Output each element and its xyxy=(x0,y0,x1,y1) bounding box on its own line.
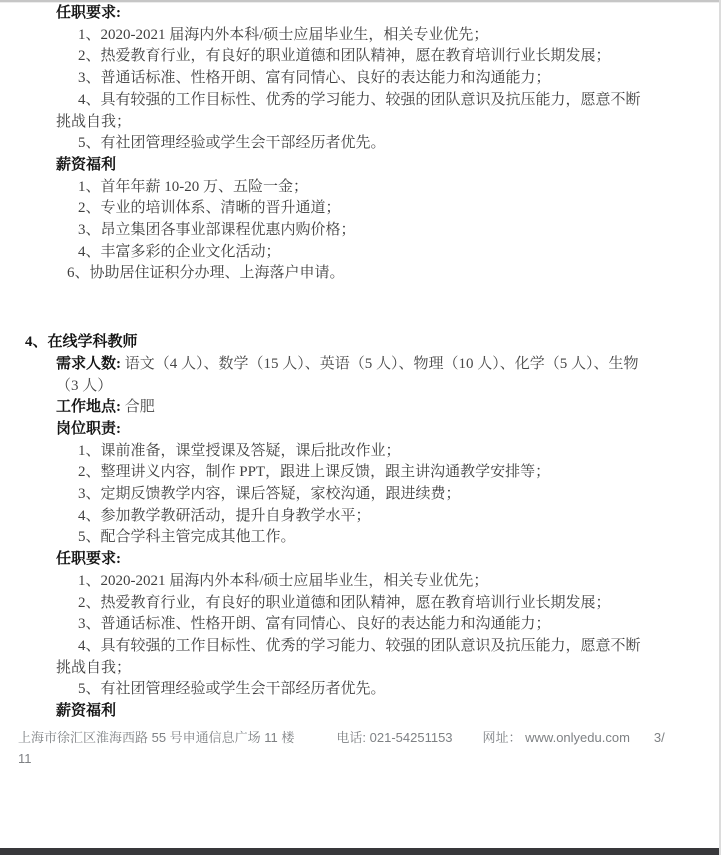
salary-item: 3、昂立集团各事业部课程优惠内购价格； xyxy=(78,222,356,239)
requirement-item: 5、有社团管理经验或学生会干部经历者优先。 xyxy=(78,681,386,698)
headcount-value: 语文（4 人）、数学（15 人）、英语（5 人）、物理（10 人）、化学（5 人）、生物（3 人） xyxy=(56,355,639,394)
footer-line-2 xyxy=(18,748,693,769)
headcount-label: 需求人数: xyxy=(56,355,121,372)
footer-page-number-wrap: 11 xyxy=(18,751,32,766)
footer-address: 上海市徐汇区淮海西路 55 号申通信息广场 11 楼 xyxy=(18,730,295,745)
salary-item: 1、首年年薪 10-20 万、五险一金； xyxy=(78,178,308,195)
footer-website: 网址： www.onlyedu.com xyxy=(482,730,630,745)
duty-item: 4、参加教学教研活动，提升自身教学水平； xyxy=(78,507,371,524)
footer-phone: 电话: 021-54251153 xyxy=(336,730,453,745)
duty-item: 5、配合学科主管完成其他工作。 xyxy=(78,529,296,546)
salary-item-6: 6、协助居住证积分办理、上海落户申请。 xyxy=(67,265,345,282)
salary-item: 2、专业的培训体系、清晰的晋升通道； xyxy=(78,200,341,217)
requirement-item: 2、热爱教育行业，有良好的职业道德和团队精神，愿在教育培训行业长期发展； xyxy=(78,48,611,65)
page-footer xyxy=(18,727,693,769)
duty-item: 3、定期反馈教学内容，课后答疑，家校沟通，跟进续费； xyxy=(78,486,461,503)
headcount-field xyxy=(56,354,649,397)
footer-page-number: 3/ xyxy=(653,730,665,745)
section-previous-job xyxy=(0,3,719,285)
salary-heading: 薪资福利 xyxy=(56,703,117,720)
location-value: 合肥 xyxy=(124,399,155,416)
duties-heading: 岗位职责: xyxy=(56,420,121,437)
duty-item: 2、整理讲义内容，制作 PPT，跟进上课反馈，跟主讲沟通教学安排等； xyxy=(78,464,551,481)
requirement-item: 3、普通话标准、性格开朗、富有同情心、良好的表达能力和沟通能力； xyxy=(78,70,551,87)
job-title: 4、在线学科教师 xyxy=(25,334,138,351)
requirement-item: 1、2020-2021 届海内外本科/硕士应届毕业生，相关专业优先； xyxy=(78,572,489,589)
salary-heading: 薪资福利 xyxy=(56,156,117,173)
location-label: 工作地点: xyxy=(56,399,121,416)
requirement-item: 1、2020-2021 届海内外本科/硕士应届毕业生，相关专业优先； xyxy=(78,26,489,43)
section-job-online-teacher xyxy=(0,332,719,723)
requirements-heading: 任职要求: xyxy=(56,551,121,568)
bottom-edge-bar xyxy=(0,848,719,855)
requirement-item: 3、普通话标准、性格开朗、富有同情心、良好的表达能力和沟通能力； xyxy=(78,616,551,633)
requirement-item: 4、具有较强的工作目标性、优秀的学习能力、较强的团队意识及抗压能力，愿意不断挑战自我； xyxy=(56,637,641,676)
requirement-item: 4、具有较强的工作目标性、优秀的学习能力、较强的团队意识及抗压能力，愿意不断挑战自我； xyxy=(56,91,641,130)
requirement-item: 2、热爱教育行业，有良好的职业道德和团队精神，愿在教育培训行业长期发展； xyxy=(78,594,611,611)
document-content xyxy=(0,3,719,723)
footer-line-1 xyxy=(18,727,693,748)
location-field xyxy=(56,397,649,419)
duty-item: 1、课前准备，课堂授课及答疑，课后批改作业； xyxy=(78,442,401,459)
requirement-item: 5、有社团管理经验或学生会干部经历者优先。 xyxy=(78,135,386,152)
salary-item: 4、丰富多彩的企业文化活动； xyxy=(78,243,281,260)
requirements-heading: 任职要求: xyxy=(56,5,121,21)
